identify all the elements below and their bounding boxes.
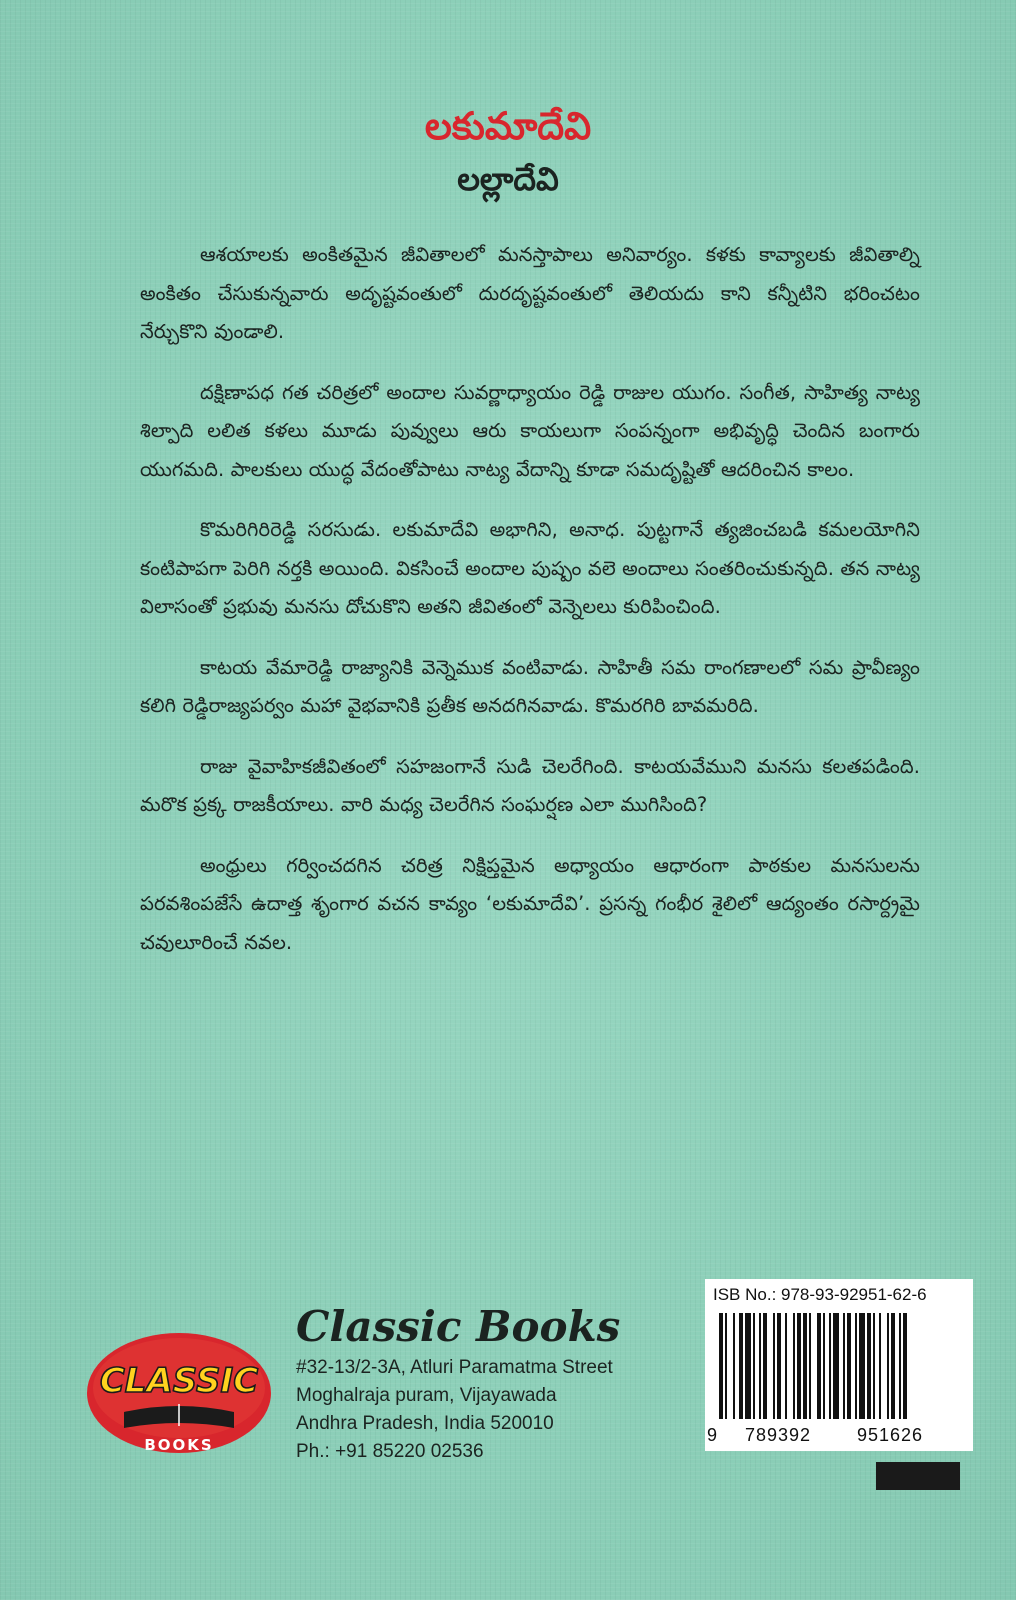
barcode-bar bbox=[829, 1313, 831, 1419]
barcode-bar bbox=[733, 1313, 735, 1419]
isbn-label: ISB No.: 978-93-92951-62-6 bbox=[713, 1285, 927, 1304]
barcode-bar bbox=[745, 1313, 751, 1419]
address-line: Moghalraja puram, Vijayawada bbox=[296, 1385, 557, 1406]
blurb-paragraph: ఆశయాలకు అంకితమైన జీవితాలలో మనస్తాపాలు అనివార్యం. కళకు కావ్యాలకు జీవితాల్ని అంకితం చేసుకున్నవారు అదృష్టవంతులో దురదృష్టవంతులో తెలియదు కాని కన్నీటిని భరించటం నేర్చుకొని వుండాలి. bbox=[140, 243, 920, 343]
publisher-info bbox=[296, 1300, 696, 1466]
barcode-digits-left: 789392 bbox=[745, 1425, 812, 1445]
barcode-bar bbox=[847, 1313, 851, 1419]
logo-word: CLASSIC bbox=[99, 1361, 259, 1401]
barcode-bar bbox=[785, 1313, 787, 1419]
barcode-digits-right: 951626 bbox=[857, 1425, 924, 1445]
barcode-bar bbox=[809, 1313, 811, 1419]
publisher-logo bbox=[84, 1330, 274, 1456]
blurb bbox=[140, 236, 920, 984]
address-line: #32-13/2-3A, Atluri Paramatma Street bbox=[296, 1357, 613, 1378]
blurb-paragraph: అంధ్రులు గర్వించదగిన చరిత్ర నిక్షిప్తమైన అధ్యాయం ఆధారంగా పాఠకుల మనసులను పరవశింపజేసే ఉదాత్త శృంగార వచన కావ్యం ‘లకుమాదేవి’. ప్రసన్న గంభీర శైలిలో ఆద్యంతం రసార్ద్రమై చవులూరించే నవల. bbox=[140, 853, 920, 954]
barcode-bar bbox=[759, 1313, 761, 1419]
barcode-bar bbox=[843, 1313, 845, 1419]
barcode-bar bbox=[855, 1313, 857, 1419]
blurb-paragraph: కాటయ వేమారెడ్డి రాజ్యానికి వెన్నెముక వంటివాడు. సాహితీ సమ రాంగణాలలో సమ ప్రావీణ్యం కలిగి రెడ్డిరాజ్యపర్వం మహా వైభవానికి ప్రతీక అనదగినవాడు. కొమరగిరి బావమరిది. bbox=[140, 655, 920, 717]
barcode-bar bbox=[903, 1313, 907, 1419]
logo-sub: BOOKS bbox=[144, 1436, 214, 1454]
price-sticker bbox=[876, 1462, 960, 1490]
blurb-paragraph: కొమరిగిరిరెడ్డి సరసుడు. లకుమాదేవి అభాగిని, అనాధ. పుట్టగానే త్యజించబడి కమలయోగిని కంటిపాపగా పెరిగి నర్తకి అయింది. వికసించే అందాల పుష్పం వలె అందాలు సంతరించుకున్నది. తన నాట్య విలాసంతో ప్రభువు మనసు దోచుకొని అతని జీవితంలో వెన్నెలలు కురిపించింది. bbox=[140, 518, 920, 618]
book-subtitle: లల్లాదేవి bbox=[457, 160, 559, 198]
book-title: లకుమాదేవి bbox=[424, 104, 592, 148]
barcode-bar bbox=[777, 1313, 781, 1419]
blurb-paragraph: దక్షిణాపధ గత చరిత్రలో అందాల సువర్ణాధ్యాయం రెడ్డి రాజుల యుగం. సంగీత, సాహిత్య నాట్య శిల్పాది లలిత కళలు మూడు పువ్వులు ఆరు కాయలుగా సంపన్నంగా అభివృద్ధి చెందిన బంగారు యుగమది. పాలకులు యుద్ధ వేదంతోపాటు నాట్య వేదాన్ని కూడా సమదృష్టితో ఆదరించిన కాలం. bbox=[140, 380, 920, 481]
barcode-bar bbox=[753, 1313, 755, 1419]
barcode-bars bbox=[719, 1313, 959, 1423]
address-line: Andhra Pradesh, India 520010 bbox=[296, 1413, 554, 1434]
barcode-bar bbox=[891, 1313, 895, 1419]
barcode-digit-first: 9 bbox=[707, 1425, 719, 1445]
barcode-bar bbox=[879, 1313, 881, 1419]
barcode-bar bbox=[773, 1313, 775, 1419]
barcode-bar bbox=[725, 1313, 727, 1419]
barcode-bar bbox=[817, 1313, 821, 1419]
barcode-bar bbox=[887, 1313, 889, 1419]
barcode-bar bbox=[873, 1313, 875, 1419]
barcode-bar bbox=[739, 1313, 743, 1419]
blurb-paragraph: రాజు వైవాహికజీవితంలో సహజంగానే సుడి చెలరేగింది. కాటయవేముని మనసు కలతపడింది. మరొక ప్రక్క రాజకీయాలు. వారి మధ్య చెలరేగిన సంఘర్షణ ఎలా ముగిసింది? bbox=[140, 754, 920, 816]
barcode-bar bbox=[867, 1313, 871, 1419]
barcode-bar bbox=[763, 1313, 767, 1419]
phone-line: Ph.: +91 85220 02536 bbox=[296, 1441, 484, 1462]
barcode-bar bbox=[793, 1313, 795, 1419]
barcode-bar bbox=[719, 1313, 723, 1419]
barcode-bar bbox=[797, 1313, 801, 1419]
barcode-bar bbox=[859, 1313, 865, 1419]
barcode-panel bbox=[705, 1279, 973, 1451]
barcode-bar bbox=[803, 1313, 807, 1419]
publisher-name: Classic Books bbox=[296, 1302, 621, 1351]
barcode-bar bbox=[833, 1313, 839, 1419]
barcode-bar bbox=[899, 1313, 901, 1419]
barcode-bar bbox=[823, 1313, 825, 1419]
